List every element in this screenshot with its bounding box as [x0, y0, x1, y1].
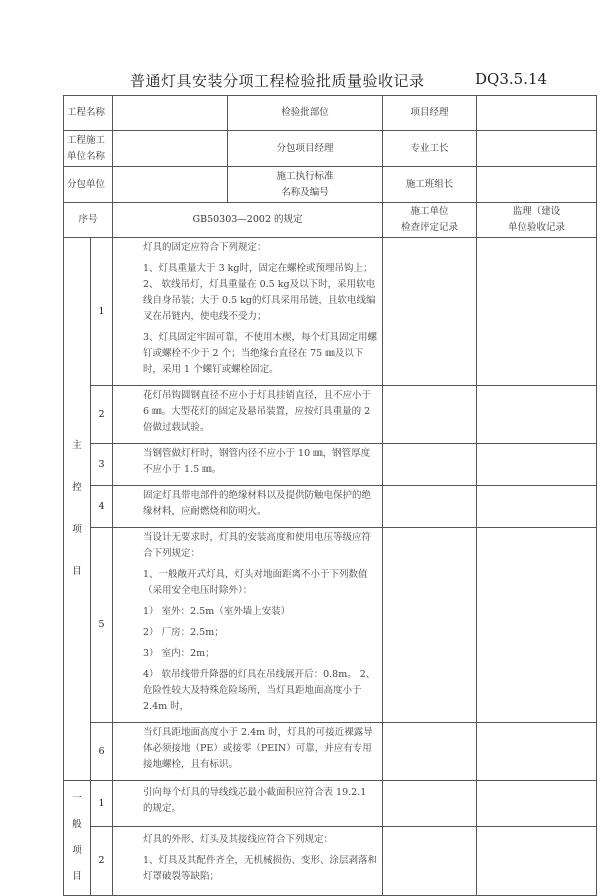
contractor-eval-cell[interactable] — [383, 723, 477, 781]
main-items-label — [64, 238, 91, 781]
professional-foreman-label: 专业工长 — [383, 131, 477, 167]
supervisor-cell[interactable] — [477, 723, 597, 781]
supervisor-cell[interactable] — [477, 238, 597, 386]
contractor-eval-cell[interactable] — [383, 528, 477, 723]
item-spec — [113, 723, 383, 781]
contractor-eval-cell[interactable] — [383, 444, 477, 486]
sub-project-manager-label: 分包项目经理 — [228, 131, 383, 167]
project-name-value[interactable] — [113, 96, 228, 131]
professional-foreman-value[interactable] — [477, 131, 597, 167]
item-number: 3 — [91, 444, 113, 486]
standard-label-line2: 名称及编号 — [281, 186, 329, 198]
contractor-eval-cell[interactable] — [383, 238, 477, 386]
inspection-record-table — [63, 95, 597, 896]
inspection-part-label: 检验批部位 — [228, 96, 383, 131]
standard-label — [228, 167, 383, 203]
supervisor-line1: 监理（建设 — [512, 206, 561, 217]
general-label-char-4: 目 — [72, 871, 82, 882]
main-label-char-2: 控 — [72, 482, 82, 493]
general-label-char-2: 般 — [72, 819, 82, 830]
supervisor-cell[interactable] — [477, 444, 597, 486]
contractor-eval-header — [383, 203, 477, 238]
contractor-label-line2: 单位名称 — [67, 150, 106, 162]
contractor-label-line1: 工程施工 — [67, 134, 106, 146]
item-spec — [113, 528, 383, 723]
team-leader-value[interactable] — [477, 167, 597, 203]
spec-line: 3） 室内：2m； — [143, 648, 215, 659]
spec-line: 2） 厂房：2.5m； — [143, 627, 224, 638]
contractor-eval-cell[interactable] — [383, 781, 477, 827]
main-label-char-4: 目 — [72, 566, 82, 577]
main-item-row-5 — [64, 528, 597, 723]
general-item-row-1 — [64, 781, 597, 827]
main-label-char-1: 主 — [72, 440, 82, 451]
item-number: 6 — [91, 723, 113, 781]
spec-line: 当灯具距地面高度小于 2.4m 时，灯具的可接近裸露导体必须接地（PE）或接零（PEIN）可靠，并应有专用接地螺栓，且有标识。 — [143, 727, 373, 770]
spec-line: 固定灯具带电部件的绝缘材料以及提供防触电保护的绝缘材料，应耐燃烧和防明火。 — [143, 490, 372, 517]
supervisor-cell[interactable] — [477, 528, 597, 723]
spec-line: 1、灯具及其配件齐全，无机械损伤、变形、涂层剥落和灯罩破裂等缺陷； — [143, 855, 378, 882]
supervisor-cell[interactable] — [477, 386, 597, 444]
document-title: 普通灯具安装分项工程检验批质量验收记录 — [130, 72, 425, 90]
spec-line: 4） 软吊线带升降器的灯具在吊线展开后：0.8m。 2、危险性较大及特殊危险场所，当灯具距地面高度小于 2.4m 时， — [143, 669, 376, 712]
spec-line: 当设计无要求时，灯具的安装高度和使用电压等级应符合下列规定： — [143, 532, 372, 559]
project-name-label: 工程名称 — [64, 96, 113, 131]
item-number: 1 — [91, 238, 113, 386]
main-item-row-2 — [64, 386, 597, 444]
general-items-label — [64, 781, 91, 896]
item-number: 1 — [91, 781, 113, 827]
item-spec — [113, 238, 383, 386]
main-item-row-3 — [64, 444, 597, 486]
general-label-char-3: 项 — [72, 845, 82, 856]
general-label-char-1: 一 — [72, 793, 82, 804]
spec-line: 引向每个灯具的导线线芯最小截面积应符合表 19.2.1 的规定。 — [143, 787, 367, 814]
header-row-contractor — [64, 131, 597, 167]
supervisor-cell[interactable] — [477, 486, 597, 528]
project-manager-value[interactable] — [477, 96, 597, 131]
contractor-value[interactable] — [113, 131, 228, 167]
main-label-char-3: 项 — [72, 524, 82, 535]
item-spec — [113, 386, 383, 444]
contractor-label — [64, 131, 113, 167]
item-number: 2 — [91, 386, 113, 444]
item-number: 5 — [91, 528, 113, 723]
item-spec — [113, 444, 383, 486]
supervisor-cell[interactable] — [477, 827, 597, 896]
spec-line: 3、灯具固定牢固可靠，不使用木楔，每个灯具固定用螺钉或螺栓不少于 2 个；当绝缘台直径在 75 ㎜及以下时，采用 1 个螺钉或螺栓固定。 — [143, 332, 378, 375]
item-spec — [113, 827, 383, 896]
standard-label-line1: 施工执行标准 — [276, 170, 334, 182]
spec-line: 1） 室外：2.5m（室外墙上安装） — [143, 606, 291, 617]
contractor-eval-line2: 检查评定记录 — [401, 222, 459, 233]
header-row-subcontractor — [64, 167, 597, 203]
contractor-eval-line1: 施工单位 — [410, 206, 449, 217]
contractor-eval-cell[interactable] — [383, 827, 477, 896]
item-number: 4 — [91, 486, 113, 528]
spec-line: 灯具的固定应符合下列规定： — [143, 242, 267, 253]
supervisor-header — [477, 203, 597, 238]
spec-line: 当钢管做灯杆时，钢管内径不应小于 10 ㎜，钢管厚度不应小于 1.5 ㎜。 — [143, 448, 371, 475]
supervisor-cell[interactable] — [477, 781, 597, 827]
spec-line: 灯具的外形、灯头及其接线应符合下列规定： — [143, 834, 334, 845]
main-item-row-4 — [64, 486, 597, 528]
project-manager-label: 项目经理 — [383, 96, 477, 131]
spec-line: 1、灯具重量大于 3 kg时，固定在螺栓或预埋吊钩上； 2、 软线吊灯，灯具重量在 0.5 kg及以下时，采用软电线自身吊装；大于 0.5 kg的灯具采用吊链，且软电线编叉在吊链内，使电线不受力； — [143, 263, 376, 322]
item-spec — [113, 486, 383, 528]
supervisor-line2: 单位验收记录 — [508, 222, 566, 233]
main-item-row-6 — [64, 723, 597, 781]
seq-header: 序号 — [64, 203, 113, 238]
item-spec — [113, 781, 383, 827]
contractor-eval-cell[interactable] — [383, 486, 477, 528]
team-leader-label: 施工班组长 — [383, 167, 477, 203]
spec-line: 1、一般敞开式灯具，灯头对地面距离不小于下列数值（采用安全电压时除外）： — [143, 569, 368, 596]
spec-line: 花灯吊钩圆钢直径不应小于灯具挂销直径，且不应小于 6 ㎜。大型花灯的固定及悬吊装置，应按灯具重量的 2 倍做过载试验。 — [143, 390, 372, 433]
item-number: 2 — [91, 827, 113, 896]
subcontractor-label: 分包单位 — [64, 167, 113, 203]
document-code: DQ3.5.14 — [475, 70, 548, 88]
spec-header: GB50303—2002 的规定 — [113, 203, 383, 238]
main-item-row-1 — [64, 238, 597, 386]
contractor-eval-cell[interactable] — [383, 386, 477, 444]
header-row-project — [64, 96, 597, 131]
general-item-row-2 — [64, 827, 597, 896]
column-header-row — [64, 203, 597, 238]
subcontractor-value[interactable] — [113, 167, 228, 203]
